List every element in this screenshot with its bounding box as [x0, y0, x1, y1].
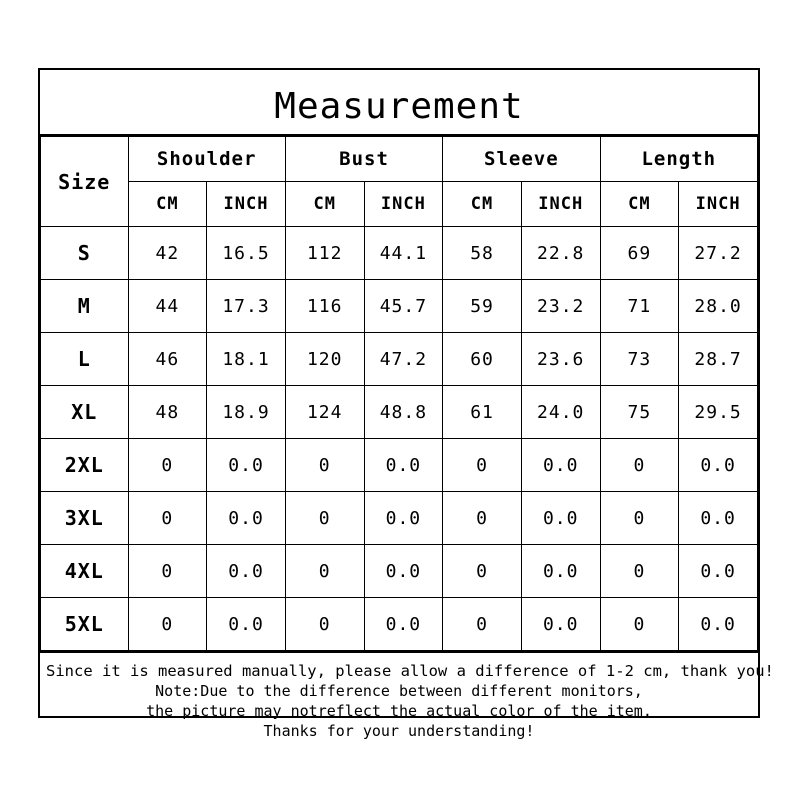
- cell-shoulder-inch: 18.1: [207, 333, 286, 386]
- cell-length-inch: 0.0: [679, 545, 758, 598]
- cell-sleeve-inch: 0.0: [521, 545, 600, 598]
- unit-header-bust-inch: INCH: [364, 182, 443, 227]
- table-row: [41, 386, 758, 439]
- cell-shoulder-inch: 0.0: [207, 545, 286, 598]
- table-body: [41, 227, 758, 651]
- cell-length-inch: 0.0: [679, 439, 758, 492]
- cell-bust-inch: 0.0: [364, 598, 443, 651]
- cell-bust-inch: 44.1: [364, 227, 443, 280]
- cell-shoulder-inch: 16.5: [207, 227, 286, 280]
- table-row: [41, 598, 758, 651]
- cell-length-inch: 28.7: [679, 333, 758, 386]
- cell-length-cm: 71: [600, 280, 679, 333]
- cell-bust-inch: 47.2: [364, 333, 443, 386]
- cell-bust-inch: 0.0: [364, 439, 443, 492]
- note-line-1: Since it is measured manually, please allow a difference of 1-2 cm, thank you!: [46, 662, 774, 680]
- row-label-size: 2XL: [41, 439, 129, 492]
- column-header-length: Length: [600, 137, 757, 182]
- cell-shoulder-inch: 0.0: [207, 439, 286, 492]
- cell-shoulder-inch: 0.0: [207, 598, 286, 651]
- cell-bust-cm: 0: [285, 492, 364, 545]
- table-row: [41, 545, 758, 598]
- cell-shoulder-cm: 42: [128, 227, 207, 280]
- unit-header-bust-cm: CM: [285, 182, 364, 227]
- cell-shoulder-inch: 0.0: [207, 492, 286, 545]
- cell-length-inch: 0.0: [679, 598, 758, 651]
- cell-shoulder-cm: 0: [128, 439, 207, 492]
- cell-sleeve-cm: 0: [443, 492, 522, 545]
- cell-shoulder-cm: 44: [128, 280, 207, 333]
- cell-bust-inch: 0.0: [364, 492, 443, 545]
- row-label-size: 4XL: [41, 545, 129, 598]
- note-line-4: Thanks for your understanding!: [263, 722, 535, 740]
- cell-bust-cm: 116: [285, 280, 364, 333]
- page-title: Measurement: [40, 70, 758, 136]
- cell-sleeve-cm: 0: [443, 545, 522, 598]
- cell-bust-cm: 0: [285, 439, 364, 492]
- cell-bust-inch: 45.7: [364, 280, 443, 333]
- row-label-size: XL: [41, 386, 129, 439]
- table-row: [41, 492, 758, 545]
- note-line-3: the picture may notreflect the actual color of the item.: [146, 702, 652, 720]
- cell-length-cm: 0: [600, 545, 679, 598]
- unit-header-shoulder-inch: INCH: [207, 182, 286, 227]
- table-header-unit-row: [41, 182, 758, 227]
- cell-bust-inch: 0.0: [364, 545, 443, 598]
- cell-sleeve-cm: 59: [443, 280, 522, 333]
- row-label-size: 3XL: [41, 492, 129, 545]
- cell-bust-cm: 112: [285, 227, 364, 280]
- cell-sleeve-inch: 23.2: [521, 280, 600, 333]
- cell-length-cm: 0: [600, 492, 679, 545]
- unit-header-shoulder-cm: CM: [128, 182, 207, 227]
- cell-bust-inch: 48.8: [364, 386, 443, 439]
- row-label-size: S: [41, 227, 129, 280]
- table-row: [41, 439, 758, 492]
- column-header-sleeve: Sleeve: [443, 137, 600, 182]
- cell-bust-cm: 120: [285, 333, 364, 386]
- column-header-size: Size: [41, 137, 129, 227]
- cell-sleeve-inch: 0.0: [521, 439, 600, 492]
- cell-length-inch: 28.0: [679, 280, 758, 333]
- cell-shoulder-cm: 0: [128, 598, 207, 651]
- cell-length-cm: 75: [600, 386, 679, 439]
- cell-shoulder-inch: 17.3: [207, 280, 286, 333]
- cell-bust-cm: 124: [285, 386, 364, 439]
- cell-shoulder-cm: 46: [128, 333, 207, 386]
- column-header-shoulder: Shoulder: [128, 137, 285, 182]
- cell-sleeve-cm: 61: [443, 386, 522, 439]
- cell-shoulder-cm: 0: [128, 492, 207, 545]
- cell-shoulder-inch: 18.9: [207, 386, 286, 439]
- unit-header-length-cm: CM: [600, 182, 679, 227]
- cell-sleeve-cm: 0: [443, 598, 522, 651]
- cell-length-inch: 29.5: [679, 386, 758, 439]
- cell-sleeve-inch: 24.0: [521, 386, 600, 439]
- cell-sleeve-cm: 58: [443, 227, 522, 280]
- cell-length-cm: 0: [600, 598, 679, 651]
- cell-sleeve-cm: 60: [443, 333, 522, 386]
- measurement-chart: [38, 68, 774, 740]
- measurement-table: [40, 136, 758, 651]
- cell-length-inch: 27.2: [679, 227, 758, 280]
- cell-length-cm: 69: [600, 227, 679, 280]
- cell-shoulder-cm: 0: [128, 545, 207, 598]
- row-label-size: 5XL: [41, 598, 129, 651]
- table-header-group-row: [41, 137, 758, 182]
- unit-header-sleeve-cm: CM: [443, 182, 522, 227]
- cell-sleeve-cm: 0: [443, 439, 522, 492]
- cell-sleeve-inch: 0.0: [521, 492, 600, 545]
- table-row: [41, 227, 758, 280]
- table-head: [41, 137, 758, 227]
- cell-sleeve-inch: 0.0: [521, 598, 600, 651]
- unit-header-length-inch: INCH: [679, 182, 758, 227]
- cell-bust-cm: 0: [285, 598, 364, 651]
- cell-bust-cm: 0: [285, 545, 364, 598]
- cell-shoulder-cm: 48: [128, 386, 207, 439]
- cell-sleeve-inch: 23.6: [521, 333, 600, 386]
- row-label-size: M: [41, 280, 129, 333]
- cell-length-cm: 0: [600, 439, 679, 492]
- cell-length-cm: 73: [600, 333, 679, 386]
- column-header-bust: Bust: [285, 137, 442, 182]
- disclaimer-notes: [40, 651, 774, 747]
- row-label-size: L: [41, 333, 129, 386]
- cell-length-inch: 0.0: [679, 492, 758, 545]
- table-row: [41, 333, 758, 386]
- note-line-2: Note:Due to the difference between different monitors,: [155, 682, 643, 700]
- table-row: [41, 280, 758, 333]
- unit-header-sleeve-inch: INCH: [521, 182, 600, 227]
- cell-sleeve-inch: 22.8: [521, 227, 600, 280]
